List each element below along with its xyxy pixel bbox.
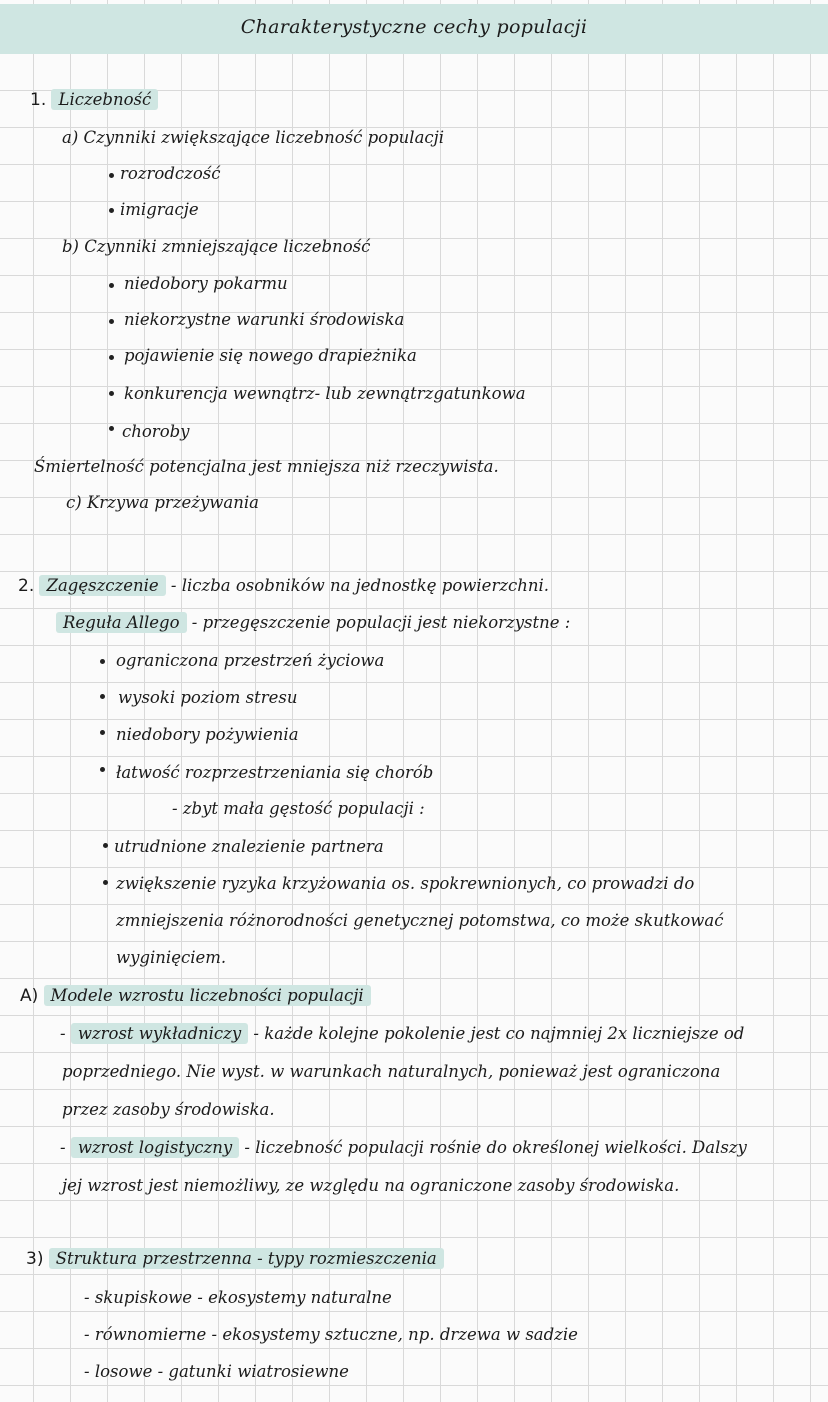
- distribution-type: równomierne - ekosystemy sztuczne, np. drzewa w sadzie: [94, 1325, 578, 1344]
- section-3-label: 3): [26, 1249, 44, 1269]
- list-item: ograniczona przestrzeń życiowa: [116, 651, 385, 670]
- list-item: - losowe - gatunki wiatrosiewne: [84, 1362, 349, 1381]
- subsection-c-label: c): [66, 493, 82, 512]
- list-item-continuation: zmniejszenia różnorodności genetycznej potomstwa, co może skutkować: [116, 911, 724, 930]
- subsection-b-text: Czynniki zmniejszające liczebność: [84, 237, 371, 256]
- section-3-title: Struktura przestrzenna - typy rozmieszczenia: [49, 1248, 444, 1269]
- bullet: [109, 391, 114, 396]
- mortality-note: Śmiertelność potencjalna jest mniejsza niż rzeczywista.: [34, 457, 499, 476]
- allee-rule-name: Reguła Allego: [56, 612, 187, 633]
- list-item: imigracje: [120, 200, 199, 219]
- logistic-growth: - wzrost logistyczny - liczebność populacji rośnie do określonej wielkości. Dalszy: [60, 1138, 747, 1157]
- distribution-type: losowe - gatunki wiatrosiewne: [94, 1362, 349, 1381]
- logistic-growth-name: wzrost logistyczny: [71, 1137, 239, 1158]
- allee-rule-text: - przegęszczenie populacji jest niekorzystne :: [191, 613, 571, 632]
- section-a-heading: [20, 985, 371, 1007]
- section-a-label: A): [20, 986, 39, 1006]
- section-1-title: Liczebność: [51, 89, 158, 110]
- bullet: [100, 694, 105, 699]
- exponential-growth: - wzrost wykładniczy - każde kolejne pokolenie jest co najmniej 2x liczniejsze od: [60, 1024, 745, 1043]
- bullet: [109, 173, 114, 178]
- section-2-number: 2.: [18, 576, 35, 596]
- section-3-heading: [26, 1248, 444, 1270]
- exponential-growth-name: wzrost wykładniczy: [71, 1023, 248, 1044]
- list-item: utrudnione znalezienie partnera: [114, 837, 384, 856]
- bullet: [103, 843, 108, 848]
- section-1-heading: [30, 89, 158, 111]
- list-item: wysoki poziom stresu: [118, 688, 298, 707]
- bullet: [109, 208, 114, 213]
- exponential-growth-text: - każde kolejne pokolenie jest co najmniej 2x liczniejsze od: [253, 1024, 745, 1043]
- list-item: niekorzystne warunki środowiska: [124, 310, 405, 329]
- subsection-a-text: Czynniki zwiększające liczebność populacji: [83, 128, 445, 147]
- list-item: - równomierne - ekosystemy sztuczne, np. drzewa w sadzie: [84, 1325, 578, 1344]
- section-1-number: 1.: [30, 90, 47, 110]
- list-item: rozrodczość: [120, 164, 221, 183]
- section-a-title: Modele wzrostu liczebności populacji: [44, 985, 371, 1006]
- bullet: [109, 355, 114, 360]
- list-item: konkurencja wewnątrz- lub zewnątrzgatunkowa: [124, 384, 526, 403]
- bullet: [109, 319, 114, 324]
- bullet: [109, 283, 114, 288]
- list-item: zwiększenie ryzyka krzyżowania os. spokrewnionych, co prowadzi do: [116, 874, 695, 893]
- logistic-growth-continuation: jej wzrost jest niemożliwy, ze względu na ograniczone zasoby środowiska.: [62, 1176, 680, 1195]
- page-title: Charakterystyczne cechy populacji: [240, 16, 588, 38]
- subsection-b: [62, 236, 370, 258]
- exponential-growth-continuation: poprzedniego. Nie wyst. w warunkach naturalnych, ponieważ jest ograniczona: [62, 1062, 721, 1081]
- low-density-heading: - zbyt mała gęstość populacji :: [172, 799, 425, 818]
- allee-rule: [56, 612, 570, 634]
- bullet: [100, 730, 105, 735]
- section-2-title: Zagęszczenie: [39, 575, 165, 596]
- bullet: [103, 880, 108, 885]
- list-item: pojawienie się nowego drapieżnika: [124, 346, 417, 365]
- logistic-growth-text: - liczebność populacji rośnie do określonej wielkości. Dalszy: [244, 1138, 747, 1157]
- section-2-definition: - liczba osobników na jednostkę powierzchni.: [170, 576, 550, 595]
- list-item: - skupiskowe - ekosystemy naturalne: [84, 1288, 392, 1307]
- list-item: niedobory pokarmu: [124, 274, 288, 293]
- bullet: [100, 659, 105, 664]
- bullet: [100, 767, 105, 772]
- subsection-b-label: b): [62, 237, 79, 256]
- subsection-c-text: Krzywa przeżywania: [86, 493, 259, 512]
- subsection-a-label: a): [62, 128, 79, 147]
- bullet: [109, 426, 114, 431]
- list-item: niedobory pożywienia: [116, 725, 299, 744]
- section-2-heading: [18, 575, 549, 597]
- distribution-type: skupiskowe - ekosystemy naturalne: [94, 1288, 392, 1307]
- exponential-growth-continuation: przez zasoby środowiska.: [62, 1100, 275, 1119]
- subsection-c: [66, 492, 259, 514]
- list-item: łatwość rozprzestrzeniania się chorób: [116, 763, 434, 782]
- subsection-a: [62, 127, 444, 149]
- list-item-continuation: wyginięciem.: [116, 948, 227, 967]
- list-item: choroby: [122, 422, 190, 441]
